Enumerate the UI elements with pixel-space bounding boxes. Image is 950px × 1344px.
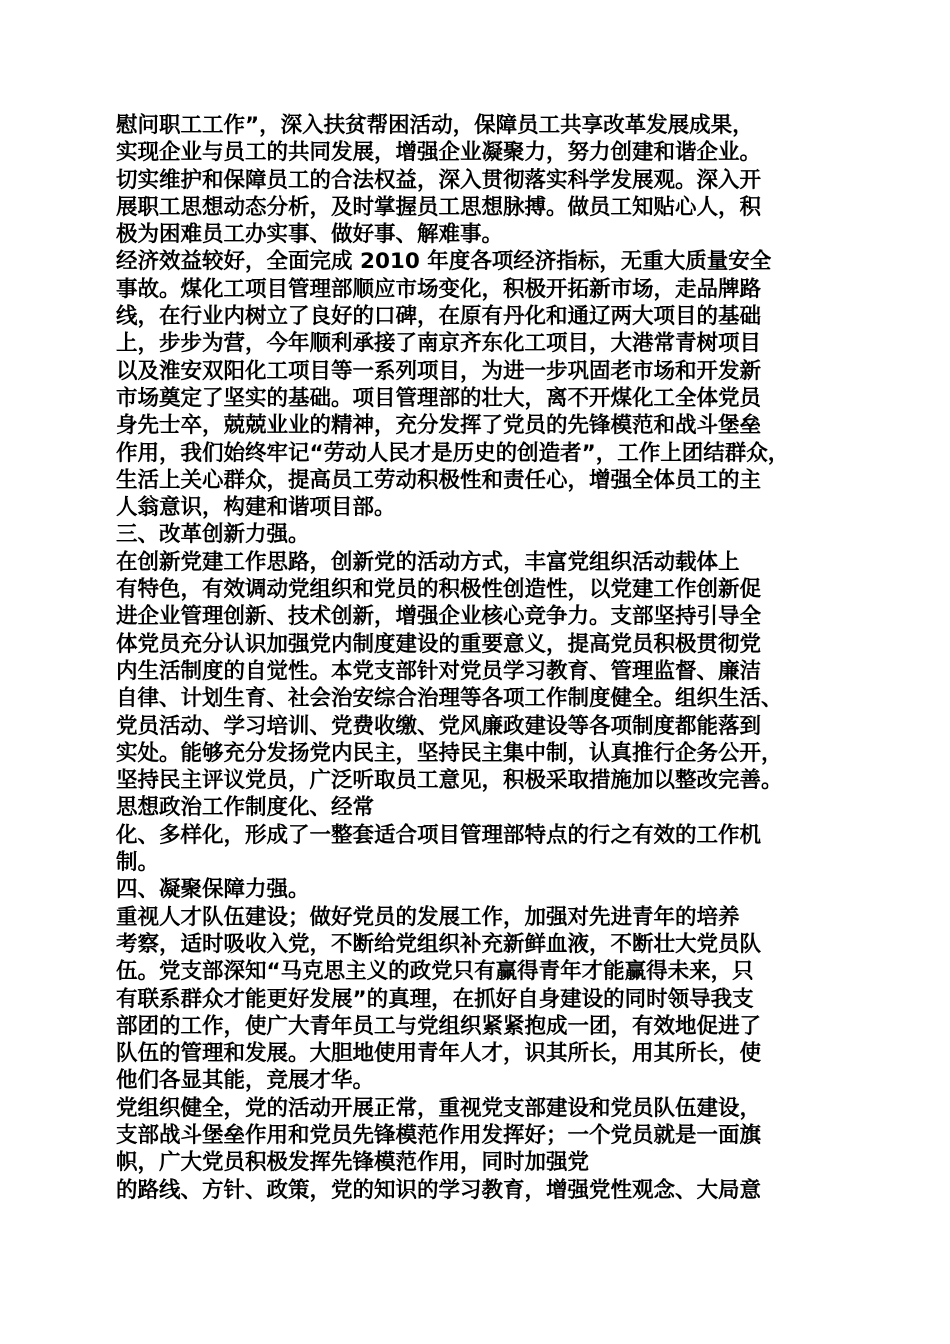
text-line: 展职工思想动态分析，及时掌握员工思想脉搏。做员工知贴心人，积 xyxy=(116,194,762,220)
text-line: 身先士卒，兢兢业业的精神，充分发挥了党员的先锋模范和战斗堡垒 xyxy=(116,413,762,439)
text-line: 切实维护和保障员工的合法权益，深入贯彻落实科学发展观。深入开 xyxy=(116,167,762,193)
text-line: 部团的工作，使广大青年员工与党组织紧紧抱成一团，有效地促进了 xyxy=(116,1013,762,1039)
text-line: 作用，我们始终牢记“劳动人民才是历史的创造者”，工作上团结群众， xyxy=(116,440,790,466)
text-line: 思想政治工作制度化、经常 xyxy=(116,795,375,821)
text-line: 自律、计划生育、社会治安综合治理等各项工作制度健全。组织生活、 xyxy=(116,686,783,712)
text-line: 重视人才队伍建设；做好党员的发展工作，加强对先进青年的培养 xyxy=(116,904,740,930)
text-line: 内生活制度的自觉性。本党支部针对党员学习教育、管理监督、廉洁 xyxy=(116,658,762,684)
text-line: 坚持民主评议党员，广泛听取员工意见，积极采取措施加以整改完善。 xyxy=(116,768,783,794)
text-line: 化、多样化，形成了一整套适合项目管理部特点的行之有效的工作机 xyxy=(116,822,762,848)
text-line: 帜，广大党员积极发挥先锋模范作用，同时加强党 xyxy=(116,1150,590,1176)
text-line: 线，在行业内树立了良好的口碑，在原有丹化和通辽两大项目的基础 xyxy=(116,304,762,330)
text-line: 支部战斗堡垒作用和党员先锋模范作用发挥好；一个党员就是一面旗 xyxy=(116,1122,762,1148)
text-line: 进企业管理创新、技术创新，增强企业核心竞争力。支部坚持引导全 xyxy=(116,604,762,630)
text-line: 以及淮安双阳化工项目等一系列项目，为进一步巩固老市场和开发新 xyxy=(116,358,762,384)
text-line: 他们各显其能，竞展才华。 xyxy=(116,1068,375,1094)
text-line: 伍。党支部深知“马克思主义的政党只有赢得青年才能赢得未来，只 xyxy=(116,959,754,985)
text-line: 人翁意识，构建和谐项目部。 xyxy=(116,495,396,521)
text-line: 实现企业与员工的共同发展，增强企业凝聚力，努力创建和谐企业。 xyxy=(116,140,762,166)
text-line: 三、改革创新力强。 xyxy=(116,522,310,548)
text-line: 上，步步为营，今年顺利承接了南京齐东化工项目，大港常青树项目 xyxy=(116,331,762,357)
text-line: 生活上关心群众，提高员工劳动积极性和责任心，增强全体员工的主 xyxy=(116,467,762,493)
text-line: 的路线、方针、政策，党的知识的学习教育，增强党性观念、大局意 xyxy=(116,1177,762,1203)
text-line: 制。 xyxy=(116,850,160,876)
text-line: 慰问职工工作”，深入扶贫帮困活动，保障员工共享改革发展成果， xyxy=(116,113,754,138)
text-line: 极为困难员工办实事、做好事、解难事。 xyxy=(116,222,504,248)
text-line: 考察，适时吸收入党，不断给党组织补充新鲜血液，不断壮大党员队 xyxy=(116,931,762,957)
text-line: 体党员充分认识加强党内制度建设的重要意义，提高党员积极贯彻党 xyxy=(116,631,762,657)
text-line: 有联系群众才能更好发展”的真理，在抓好自身建设的同时领导我支 xyxy=(116,986,754,1012)
text-line: 事故。煤化工项目管理部顺应市场变化，积极开拓新市场，走品牌路 xyxy=(116,276,762,302)
text-line: 党员活动、学习培训、党费收缴、党风廉政建设等各项制度都能落到 xyxy=(116,713,762,739)
text-line: 在创新党建工作思路，创新党的活动方式，丰富党组织活动载体上 xyxy=(116,549,740,575)
text-line: 党组织健全，党的活动开展正常，重视党支部建设和党员队伍建设， xyxy=(116,1095,762,1121)
text-line: 实处。能够充分发扬党内民主，坚持民主集中制，认真推行企务公开， xyxy=(116,740,783,766)
text-line: 有特色，有效调动党组织和党员的积极性创造性，以党建工作创新促 xyxy=(116,577,762,603)
text-line: 四、凝聚保障力强。 xyxy=(116,877,310,903)
text-line: 队伍的管理和发展。大胆地使用青年人才，识其所长，用其所长，使 xyxy=(116,1041,762,1067)
text-line: 经济效益较好，全面完成 2010 年度各项经济指标，无重大质量安全 xyxy=(116,249,772,275)
body-text xyxy=(116,112,846,1204)
text-line: 市场奠定了坚实的基础。项目管理部的壮大，离不开煤化工全体党员 xyxy=(116,385,762,411)
